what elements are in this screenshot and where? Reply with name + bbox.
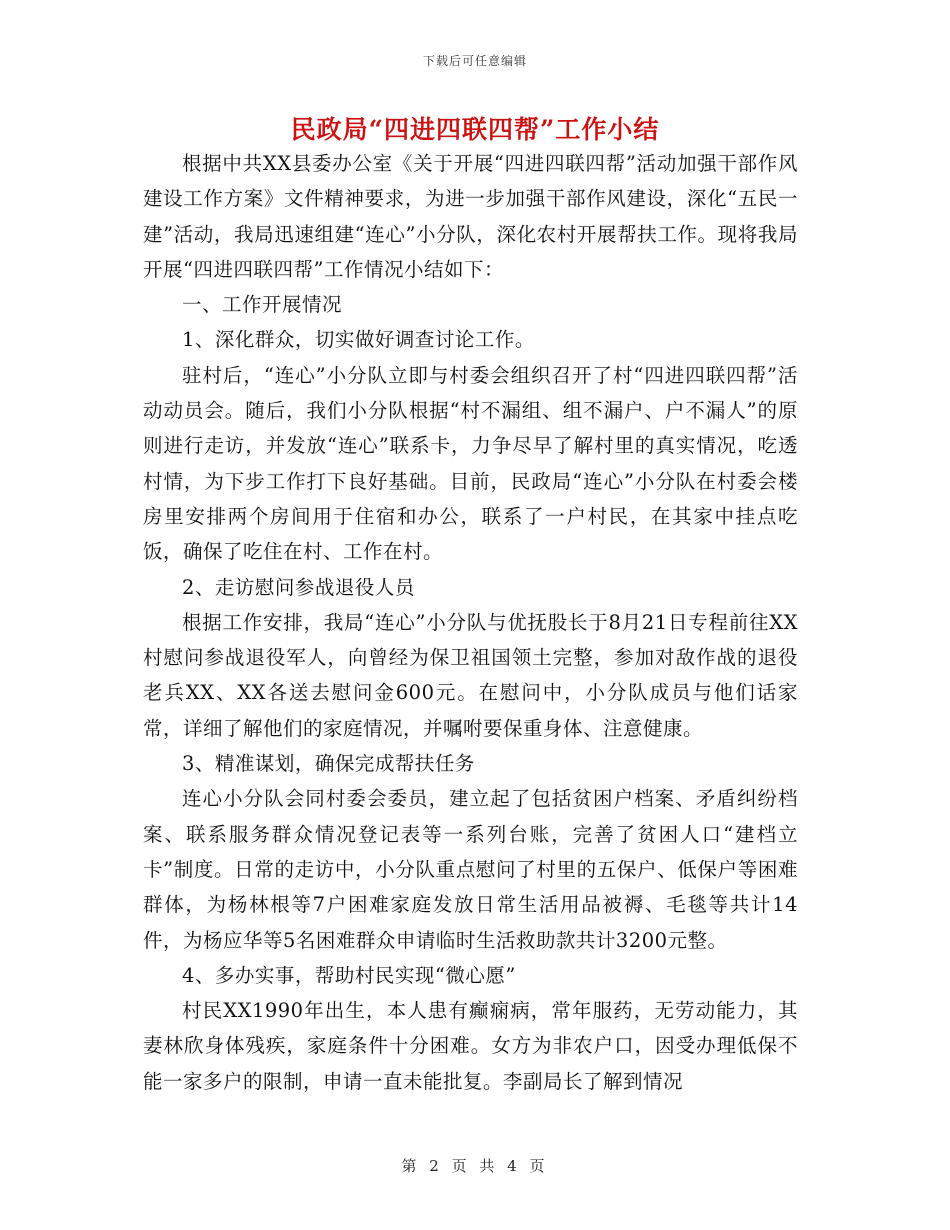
page-number-footer: 第 2 页 共 4 页: [401, 1157, 549, 1175]
subsection-heading-2: 2、走访慰问参战退役人员: [182, 575, 415, 599]
body-paragraph-3: 连心小分队会同村委会委员，建立起了包括贫困户档案、矛盾纠纷档案、联系服务群众情况登记表等一系列台账，完善了贫困人口“建档立卡”制度。日常的走访中，小分队重点慰问了村里的五保户、低保户等困难群体，为杨林根等7户困难家庭发放日常生活用品被褥、毛毯等共计14件，为杨应华等5名困难群众申请临时生活救助款共计3200元整。: [143, 787, 798, 952]
document-body: [143, 146, 798, 1099]
intro-paragraph: 根据中共XX县委办公室《关于开展“四进四联四帮”活动加强干部作风建设工作方案》文件精神要求，为进一步加强干部作风建设，深化“五民一建”活动，我局迅速组建“连心”小分队，深化农村开展帮扶工作。现将我局开展“四进四联四帮”工作情况小结如下：: [143, 152, 798, 281]
subsection-heading-3: 3、精准谋划，确保完成帮扶任务: [182, 752, 475, 776]
section-heading: 一、工作开展情况: [182, 293, 343, 317]
body-paragraph-1: 驻村后，“连心”小分队立即与村委会组织召开了村“四进四联四帮”活动动员会。随后，我们小分队根据“村不漏组、组不漏户、户不漏人”的原则进行走访，并发放“连心”联系卡，力争尽早了解村里的真实情况，吃透村情，为下步工作打下良好基础。目前，民政局“连心”小分队在村委会楼房里安排两个房间用于住宿和办公，联系了一户村民，在其家中挂点吃饭，确保了吃住在村、工作在村。: [143, 363, 798, 564]
document-title: 民政局“四进四联四帮”工作小结: [290, 115, 660, 144]
subsection-heading-1: 1、深化群众，切实做好调查讨论工作。: [182, 328, 535, 352]
subsection-heading-4: 4、多办实事，帮助村民实现“微心愿”: [182, 963, 516, 987]
body-paragraph-4: 村民XX1990年出生，本人患有癫痫病，常年服药，无劳动能力，其妻林欣身体残疾，家庭条件十分困难。女方为非农户口，因受办理低保不能一家多户的限制，申请一直未能批复。李副局长了解到情况: [143, 999, 798, 1093]
page-header: 下载后可任意编辑: [422, 54, 527, 68]
body-paragraph-2: 根据工作安排，我局“连心”小分队与优抚股长于8月21日专程前往XX村慰问参战退役军人，向曾经为保卫祖国领土完整，参加对敌作战的退役老兵XX、XX各送去慰问金600元。在慰问中，小分队成员与他们话家常，详细了解他们的家庭情况，并嘱咐要保重身体、注意健康。: [143, 610, 798, 740]
